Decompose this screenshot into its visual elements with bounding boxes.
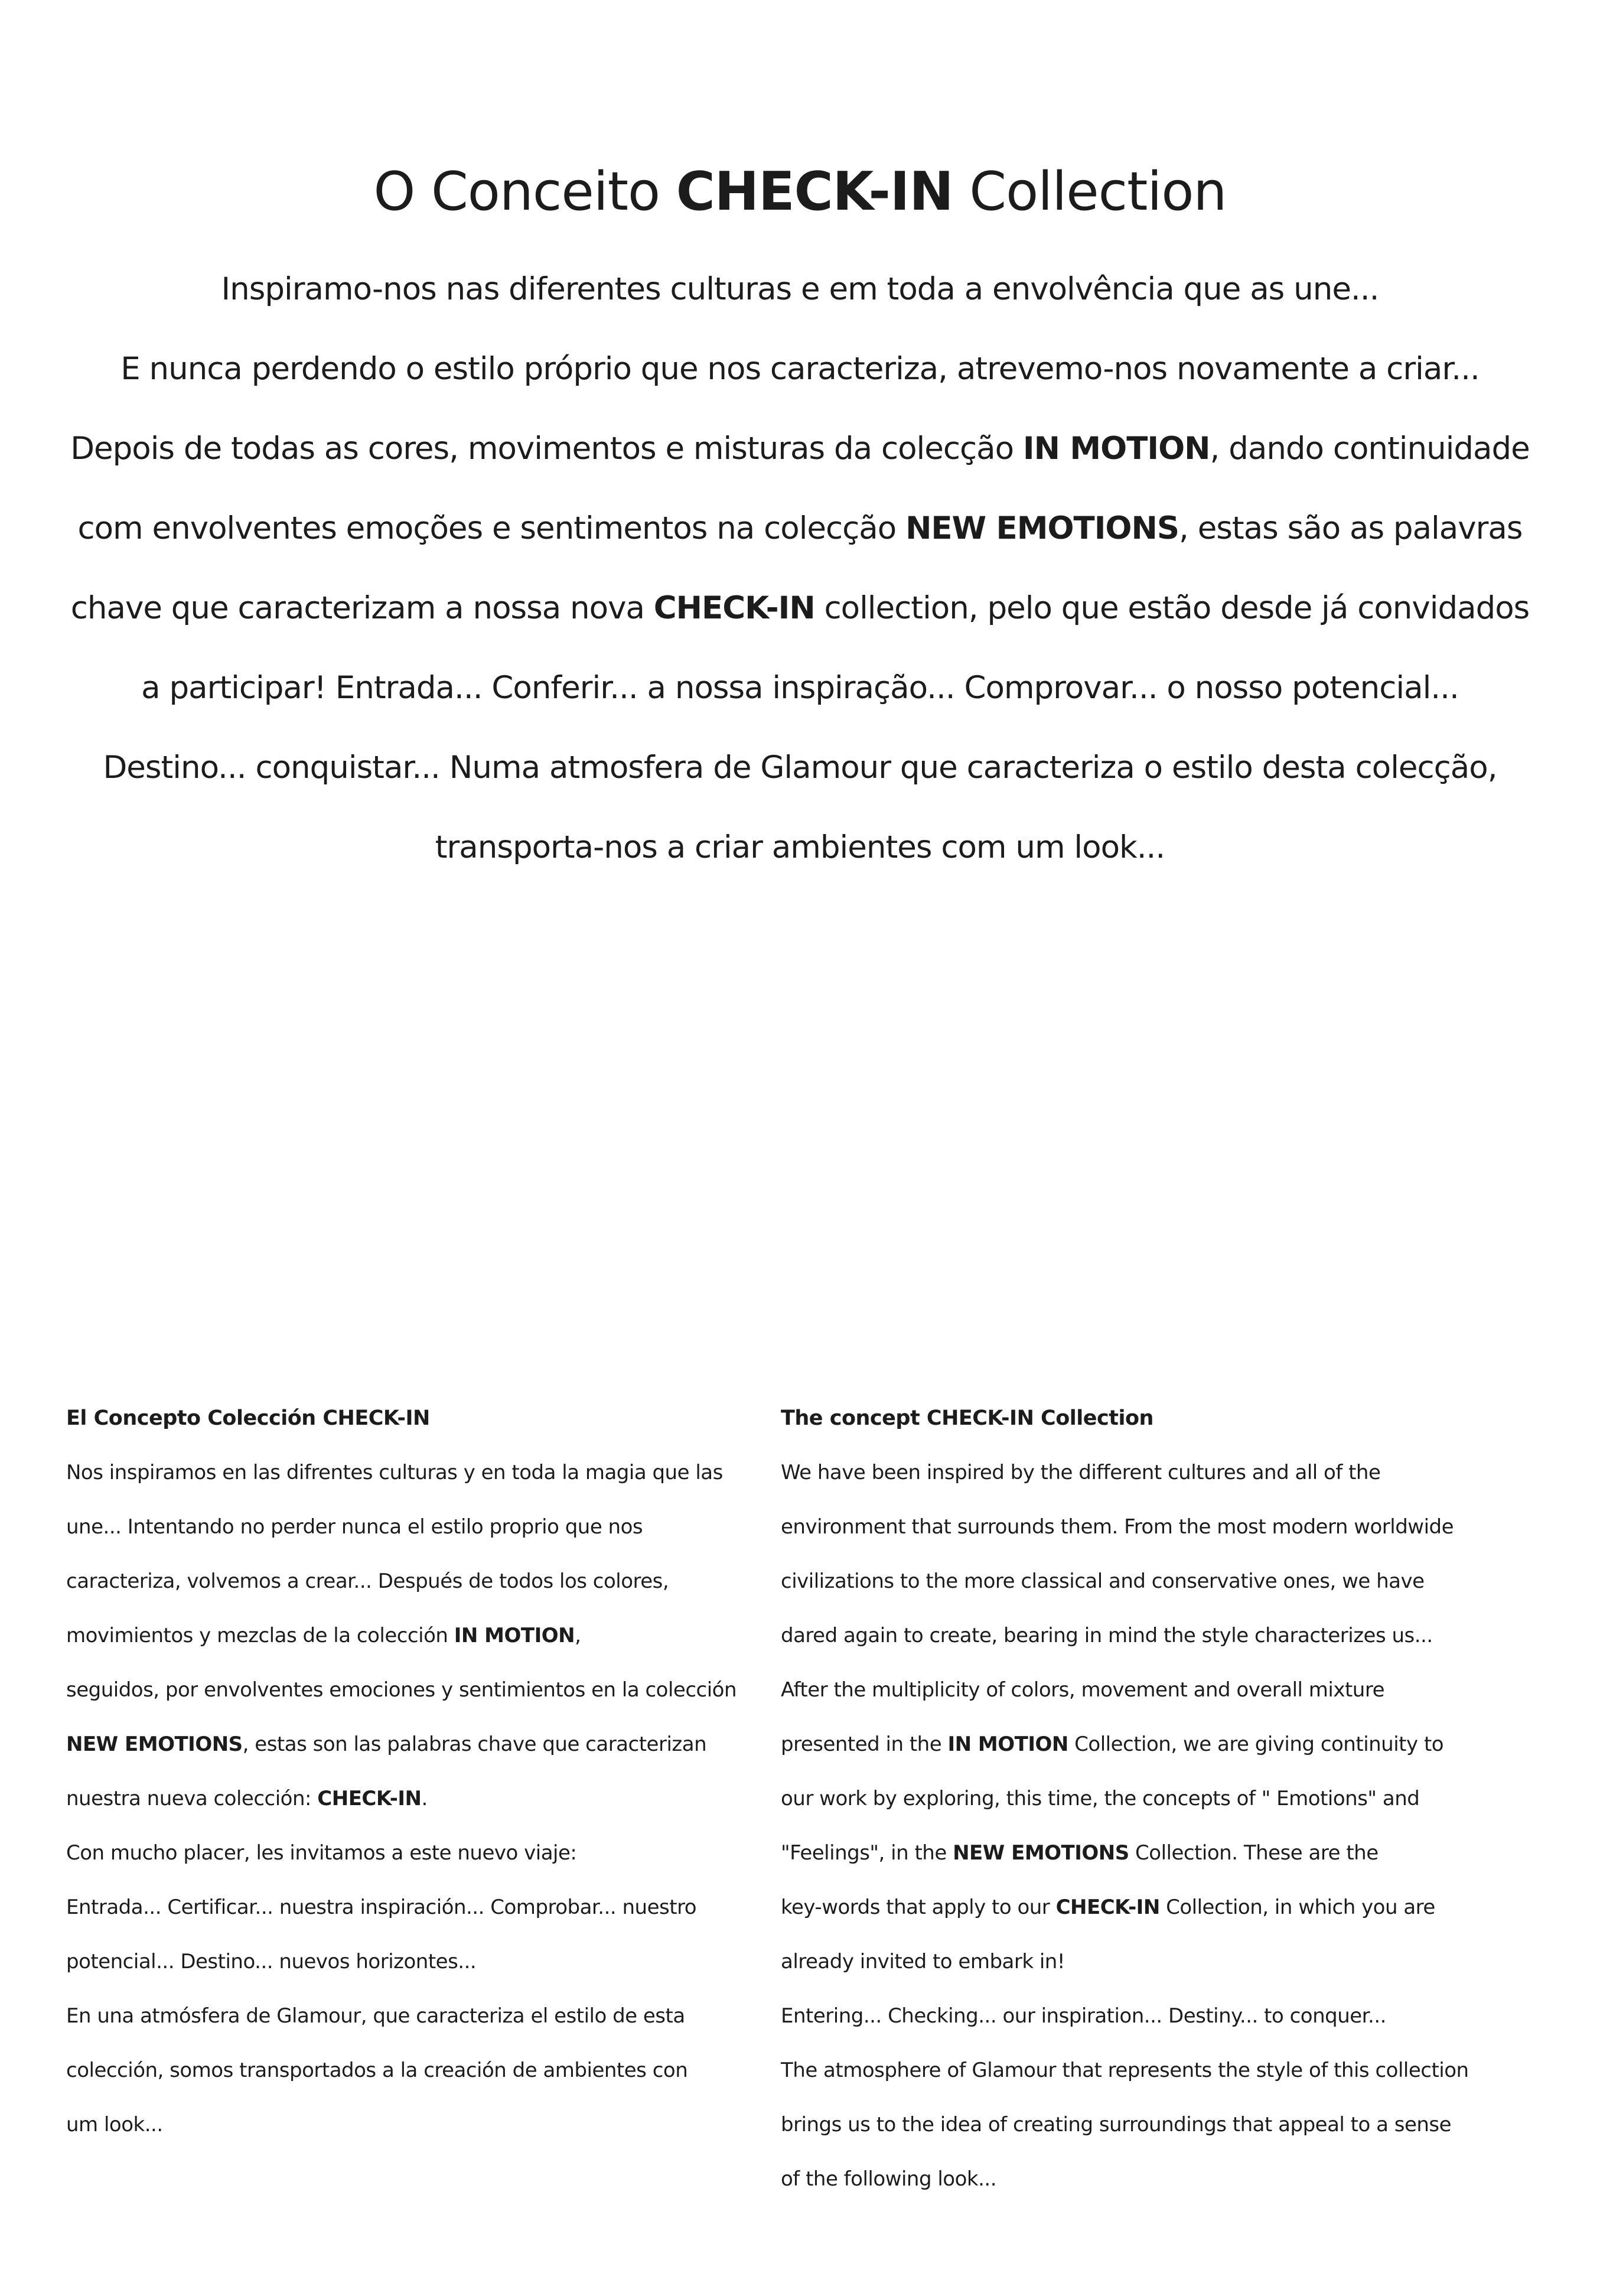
pt-line-1: Inspiramo-nos nas diferentes culturas e em toda a envolvência que as une... <box>221 271 1379 307</box>
pt-line-4 <box>0 508 1600 549</box>
spanish-line-text: nuestra nueva colección: <box>66 1787 318 1810</box>
spanish-line: une... Intentando no perder nunca el estilo proprio que nos <box>66 1515 643 1539</box>
spanish-line: caracteriza, volvemos a crear... Después de todos los colores, <box>66 1569 669 1593</box>
english-line: We have been inspired by the different cultures and all of the <box>781 1461 1381 1484</box>
english-line: already invited to embark in! <box>781 1950 1065 1973</box>
pt-line-5-bold: CHECK-IN <box>653 590 815 626</box>
spanish-line: colección, somos transportados a la creación de ambientes con <box>66 2059 688 2082</box>
pt-line-4-pre: com envolventes emoções e sentimentos na colecção <box>77 510 906 546</box>
english-line: dared again to create, bearing in mind the style characterizes us... <box>781 1624 1433 1647</box>
spanish-line-bold: IN MOTION <box>454 1624 575 1647</box>
english-line-text: Collection, in which you are <box>1159 1896 1435 1919</box>
english-line: civilizations to the more classical and conservative ones, we have <box>781 1569 1425 1593</box>
spanish-line <box>66 1608 775 1663</box>
spanish-line: seguidos, por envolventes emociones y sentimientos en la colección <box>66 1678 737 1702</box>
spanish-line: Entrada... Certificar... nuestra inspiración... Comprobar... nuestro <box>66 1896 697 1919</box>
english-line: of the following look... <box>781 2167 997 2191</box>
english-line: After the multiplicity of colors, movement and overall mixture <box>781 1678 1384 1702</box>
english-line-bold: CHECK-IN <box>1055 1896 1160 1919</box>
english-line: our work by exploring, this time, the concepts of " Emotions" and <box>781 1787 1420 1810</box>
english-line-text: Collection. These are the <box>1129 1841 1379 1865</box>
spanish-line-text: movimientos y mezclas de la colección <box>66 1624 454 1647</box>
english-line-text: key-words that apply to our <box>781 1896 1056 1919</box>
english-line-text: "Feelings", in the <box>781 1841 953 1865</box>
english-line: The atmosphere of Glamour that represents the style of this collection <box>781 2059 1469 2082</box>
spanish-line-text: . <box>421 1787 428 1810</box>
pt-line-8: transporta-nos a criar ambientes com um look... <box>435 829 1165 865</box>
spanish-line <box>66 1717 775 1771</box>
spanish-column <box>66 1391 775 2152</box>
pt-line-7: Destino... conquistar... Numa atmosfera de Glamour que caracteriza o estilo desta colecção, <box>103 750 1497 786</box>
english-line: environment that surrounds them. From the most modern worldwide <box>781 1515 1454 1539</box>
pt-line-4-post: , estas são as palavras <box>1179 510 1523 546</box>
english-line-bold: IN MOTION <box>947 1732 1068 1756</box>
spanish-line-bold: CHECK-IN <box>317 1787 422 1810</box>
english-heading: The concept CHECK-IN Collection <box>781 1406 1153 1430</box>
english-line <box>781 1880 1543 1934</box>
english-line <box>781 1717 1543 1771</box>
title-prefix: O Conceito <box>373 161 676 223</box>
english-line: Entering... Checking... our inspiration... Destiny... to conquer... <box>781 2004 1386 2028</box>
spanish-line: um look... <box>66 2113 163 2137</box>
pt-line-3 <box>0 428 1600 470</box>
pt-line-3-pre: Depois de todas as cores, movimentos e misturas da colecção <box>70 431 1023 467</box>
spanish-line: Nos inspiramos en las difrentes culturas y en toda la magia que las <box>66 1461 723 1484</box>
pt-line-2: E nunca perdendo o estilo próprio que nos caracteriza, atrevemo-nos novamente a criar... <box>120 351 1480 387</box>
pt-line-5-post: collection, pelo que estão desde já convidados <box>814 590 1530 626</box>
spanish-heading: El Concepto Colección CHECK-IN <box>66 1406 430 1430</box>
pt-line-4-bold: NEW EMOTIONS <box>905 510 1179 546</box>
english-line <box>781 1826 1543 1880</box>
pt-line-5-pre: chave que caracterizam a nossa nova <box>70 590 654 626</box>
english-line-text: presented in the <box>781 1732 948 1756</box>
pt-line-3-bold: IN MOTION <box>1022 431 1210 467</box>
page-title <box>0 159 1600 224</box>
title-suffix: Collection <box>953 161 1227 223</box>
pt-line-3-post: , dando continuidade <box>1210 431 1530 467</box>
spanish-line-text: , estas son las palabras chave que caracterizan <box>242 1732 707 1756</box>
spanish-line-text: , <box>575 1624 581 1647</box>
spanish-line: En una atmósfera de Glamour, que caracteriza el estilo de esta <box>66 2004 685 2028</box>
spanish-line: potencial... Destino... nuevos horizontes... <box>66 1950 477 1973</box>
spanish-line <box>66 1771 775 1826</box>
english-line: brings us to the idea of creating surroundings that appeal to a sense <box>781 2113 1452 2137</box>
english-line-bold: NEW EMOTIONS <box>953 1841 1129 1865</box>
english-line-text: Collection, we are giving continuity to <box>1068 1732 1444 1756</box>
title-bold: CHECK-IN <box>676 161 953 223</box>
english-column <box>781 1391 1543 2206</box>
spanish-line-bold: NEW EMOTIONS <box>66 1732 243 1756</box>
pt-line-6: a participar! Entrada... Conferir... a nossa inspiração... Comprovar... o nosso potencial... <box>141 670 1459 706</box>
spanish-line: Con mucho placer, les invitamos a este nuevo viaje: <box>66 1841 577 1865</box>
pt-line-5 <box>0 588 1600 629</box>
